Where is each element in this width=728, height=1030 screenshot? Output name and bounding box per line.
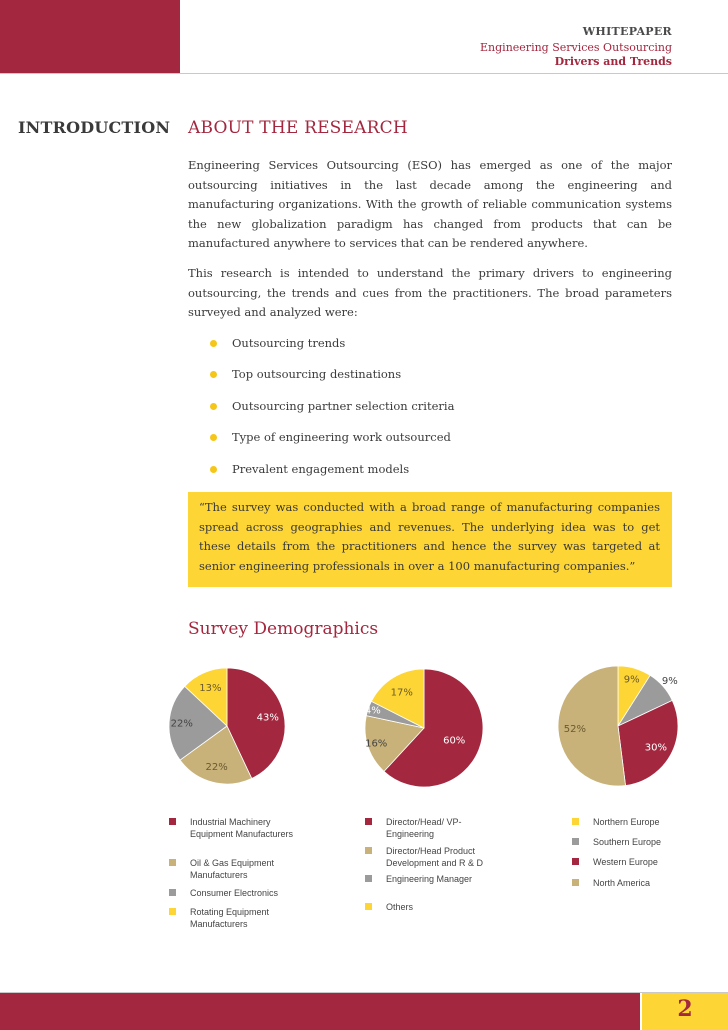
pie-data-label: 9% (623, 674, 640, 686)
legend-swatch (169, 889, 176, 896)
legend-swatch (572, 838, 579, 845)
header-accent-band (0, 0, 180, 73)
header-doc-type: WHITEPAPER (582, 25, 672, 38)
header-divider (0, 73, 728, 74)
legend-swatch (365, 903, 372, 910)
legend-swatch (169, 859, 176, 866)
pie-data-label: 43% (256, 712, 279, 724)
pie-chart-role (360, 664, 490, 794)
pie-data-label: 22% (205, 761, 228, 773)
pie-data-label: 22% (170, 718, 193, 730)
legend-swatch (169, 818, 176, 825)
bullet-dot-icon (210, 371, 217, 378)
bullet-dot-icon (210, 403, 217, 410)
pie-data-label: 9% (661, 675, 678, 687)
header-doc-subtitle: Drivers and Trends (554, 55, 672, 68)
pie-data-label: 16% (365, 738, 388, 750)
demographics-title: Survey Demographics (188, 619, 379, 639)
legend-swatch (365, 818, 372, 825)
footer-accent-band (0, 993, 640, 1030)
legend-swatch (169, 908, 176, 915)
paragraph-intro: Engineering Services Outsourcing (ESO) has emerged as one of the major outsourcing initiatives in the last decade among the engineering and manufacturing organizations. With the growth of reliable communication systems the new globalization paradigm has changed from products that can be manufactured anywhere to services that can be rendered anywhere. (188, 158, 672, 250)
legend-swatch (365, 875, 372, 882)
bullet-dot-icon (210, 434, 217, 441)
pie-data-label: 17% (390, 687, 413, 699)
bullet-dot-icon (210, 340, 217, 347)
quote-text: “The survey was conducted with a broad range of manufacturing companies spread across geographies and revenues. The underlying idea was to get these details from the practitioners and hence the survey was targeted at senior engineering professionals in over a 100 manufacturing companies.” (199, 500, 660, 573)
pie-data-label: 30% (644, 742, 668, 754)
legend-swatch (572, 818, 579, 825)
pie-data-label: 13% (199, 683, 222, 695)
bullet-dot-icon (210, 466, 217, 473)
header-doc-title: Engineering Services Outsourcing (480, 41, 672, 54)
section-title: ABOUT THE RESEARCH (188, 118, 408, 138)
legend-swatch (572, 858, 579, 865)
legend-swatch (572, 879, 579, 886)
pie-chart-region (555, 664, 685, 794)
pie-data-label: 52% (563, 724, 587, 736)
pie-data-label: 4% (364, 705, 381, 717)
pie-data-label: 60% (443, 735, 466, 747)
page-number: 2 (677, 996, 693, 1022)
paragraph-research: This research is intended to understand the primary drivers to engineering outsourcing, the trends and cues from the practitioners. The broad parameters surveyed and analyzed were: (188, 266, 672, 319)
pie-chart-industry (163, 664, 293, 794)
legend-swatch (365, 847, 372, 854)
section-label: INTRODUCTION (18, 118, 171, 137)
